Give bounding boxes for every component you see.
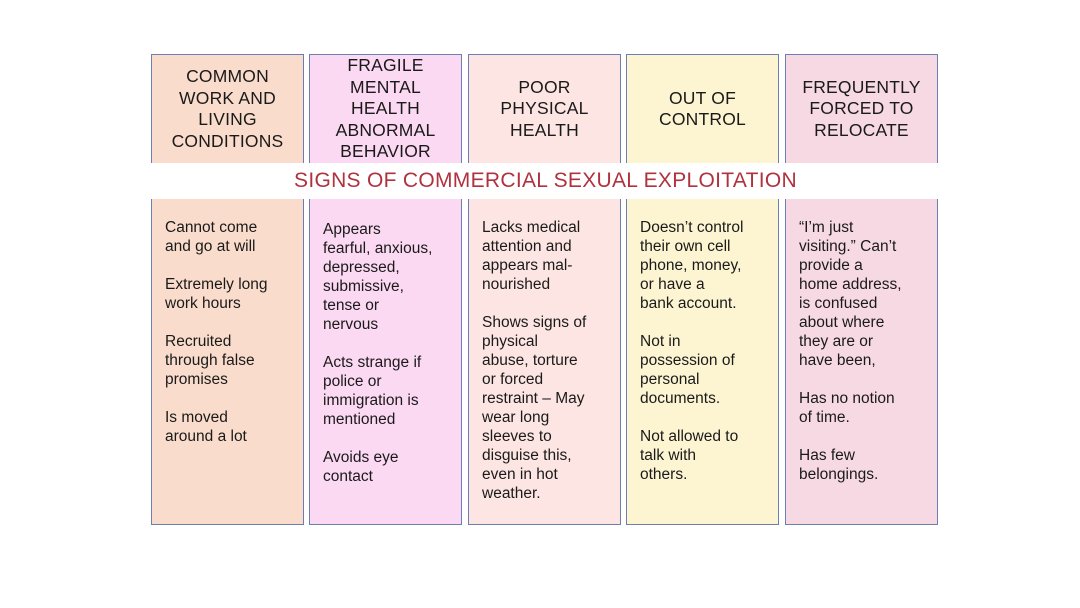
list-item: Recruited through false promises <box>165 333 255 388</box>
column-heading: POOR PHYSICAL HEALTH <box>500 76 589 140</box>
column-body <box>469 218 620 522</box>
list-item: Acts strange if police or immigration is mentioned <box>323 354 422 428</box>
column-forced-relocate <box>785 54 938 525</box>
list-item: Doesn’t control their own cell phone, money, or have a bank account. <box>640 219 744 312</box>
column-body <box>786 218 937 503</box>
list-item: Appears fearful, anxious, depressed, submissive, tense or nervous <box>323 221 433 333</box>
list-item: Not allowed to talk with others. <box>640 428 739 483</box>
column-heading: COMMON WORK AND LIVING CONDITIONS <box>171 66 284 151</box>
list-item: Extremely long work hours <box>165 276 268 312</box>
column-out-of-control <box>626 54 779 525</box>
list-item: Not in possession of personal documents. <box>640 333 735 407</box>
column-mental-health <box>309 54 462 525</box>
column-heading: FREQUENTLY FORCED TO RELOCATE <box>802 76 921 140</box>
column-common-conditions <box>151 54 304 525</box>
list-item: “I’m just visiting.” Can’t provide a home address, is confused about where they are or have been, <box>799 219 902 369</box>
list-item: Cannot come and go at will <box>165 219 258 255</box>
list-item: Is moved around a lot <box>165 409 247 445</box>
column-body <box>152 218 303 465</box>
list-item: Shows signs of physical abuse, torture or forced restraint – May wear long sleeves to disguise this, even in hot weather. <box>482 314 587 502</box>
column-body <box>310 218 461 505</box>
list-item: Has no notion of time. <box>799 390 895 426</box>
column-heading: FRAGILE MENTAL HEALTH ABNORMAL BEHAVIOR <box>335 55 436 162</box>
list-item: Avoids eye contact <box>323 449 399 485</box>
column-heading: OUT OF CONTROL <box>659 87 746 129</box>
list-item: Lacks medical attention and appears mal- nourished <box>482 219 581 293</box>
list-item: Has few belongings. <box>799 447 879 483</box>
column-body <box>627 218 778 503</box>
banner-title: SIGNS OF COMMERCIAL SEXUAL EXPLOITATION <box>150 163 941 199</box>
column-physical-health <box>468 54 621 525</box>
